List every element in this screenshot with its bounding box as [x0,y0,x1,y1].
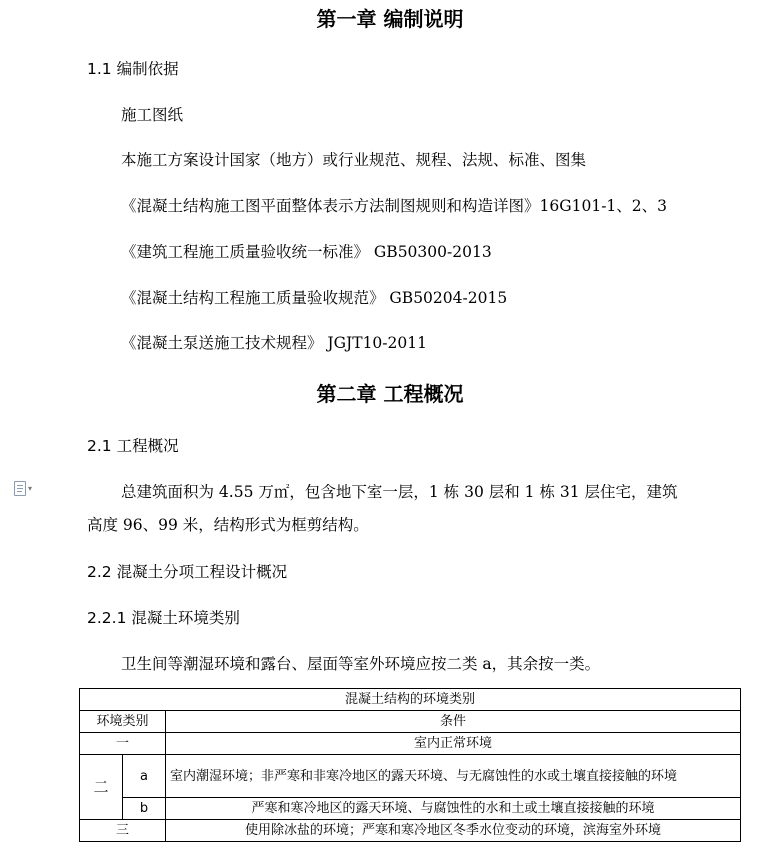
sheet-glyph [14,481,26,496]
section-1-1-heading: 1.1 编制依据 [87,60,179,78]
environment-category-table [79,688,741,842]
document-icon[interactable] [14,480,40,496]
table-caption: 混凝土结构的环境类别 [80,689,741,711]
overview-paragraph-line-1: 总建筑面积为 4.55 万㎡，包含地下室一层，1 栋 30 层和 1 栋 31 层住宅，建筑 [121,483,678,501]
subcategory-cell: b [123,798,166,820]
basis-item-2: 本施工方案设计国家（地方）或行业规范、规程、法规、标准、图集 [121,151,587,169]
overview-paragraph-line-2: 高度 96、99 米，结构形式为框剪结构。 [87,516,369,534]
table-row [80,820,741,842]
basis-item-6: 《混凝土泵送施工技术规程》 JGJT10-2011 [121,334,427,352]
section-2-2-1-heading: 2.2.1 混凝土环境类别 [87,609,240,627]
chapter-2-title: 第二章 工程概况 [316,382,464,406]
condition-cell: 室内正常环境 [166,733,741,755]
category-cell: 二 [80,755,123,820]
section-2-1-heading: 2.1 工程概况 [87,437,179,455]
chapter-1-title: 第一章 编制说明 [316,7,464,31]
section-2-2-heading: 2.2 混凝土分项工程设计概况 [87,563,288,581]
subcategory-cell: a [123,755,166,798]
basis-item-3: 《混凝土结构施工图平面整体表示方法制图规则和构造详图》16G101-1、2、3 [121,197,668,215]
environment-paragraph: 卫生间等潮湿环境和露台、屋面等室外环境应按二类 a，其余按一类。 [121,655,601,673]
header-condition: 条件 [166,711,741,733]
table-row [80,798,741,820]
table-row [80,733,741,755]
caret-down-icon: ▾ [28,483,33,493]
category-cell: 三 [80,820,166,842]
category-cell: 一 [80,733,166,755]
header-category: 环境类别 [80,711,166,733]
table-caption-row [80,689,741,711]
basis-item-4: 《建筑工程施工质量验收统一标准》 GB50300-2013 [121,243,492,261]
condition-cell: 严寒和寒冷地区的露天环境、与腐蚀性的水和土或土壤直接接触的环境 [166,798,741,820]
table-row [80,755,741,798]
basis-item-5: 《混凝土结构工程施工质量验收规范》 GB50204-2015 [121,289,508,307]
basis-item-1: 施工图纸 [121,106,184,124]
condition-cell: 室内潮湿环境；非严寒和非寒冷地区的露天环境、与无腐蚀性的水或土壤直接接触的环境 [166,755,741,798]
condition-cell: 使用除冰盐的环境；严寒和寒冷地区冬季水位变动的环境，滨海室外环境 [166,820,741,842]
table-header-row [80,711,741,733]
